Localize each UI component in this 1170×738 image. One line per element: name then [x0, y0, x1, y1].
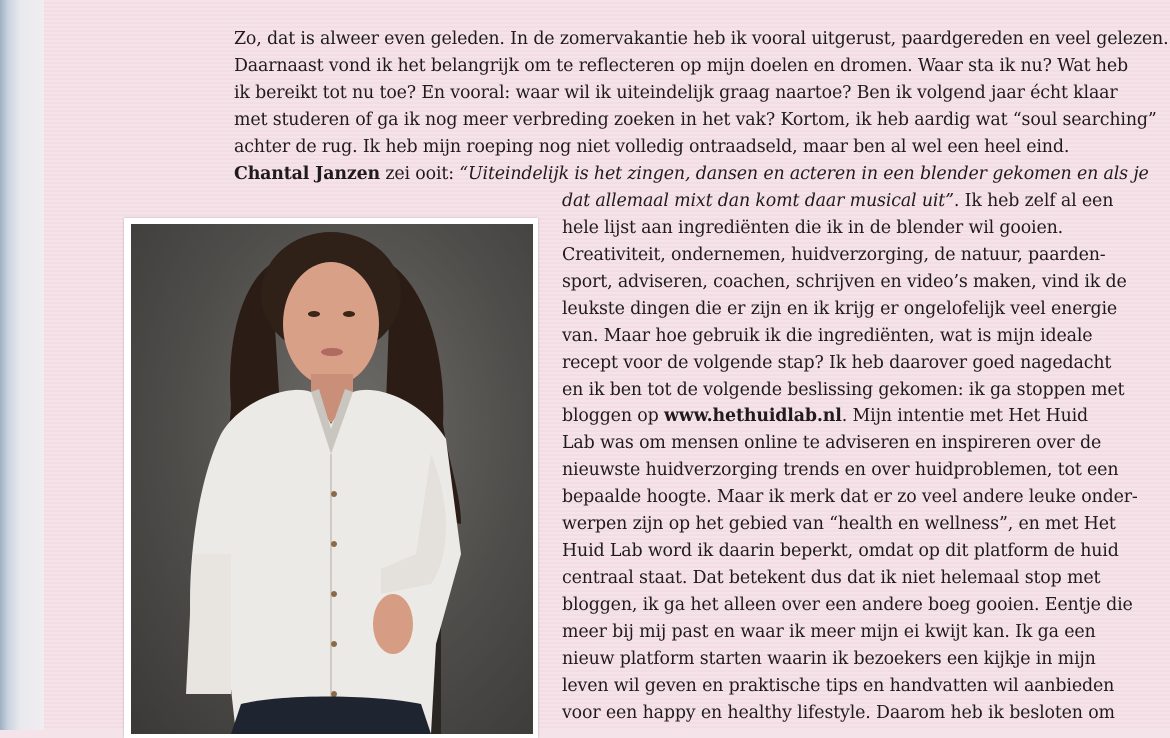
text-line: hele lijst aan ingrediënten die ik in de blender wil gooien. — [562, 218, 1064, 238]
text-line: nieuw platform starten waarin ik bezoekers een kijkje in mijn — [562, 649, 1096, 669]
text-line: Creativiteit, ondernemen, huidverzorging, de natuur, paarden- — [562, 245, 1106, 265]
text-line: voor een happy en healthy lifestyle. Daarom heb ik besloten om — [562, 703, 1115, 723]
text-line: met studeren of ga ik nog meer verbreding zoeken in het vak? Kortom, ik heb aardig wat “soul searching” — [234, 110, 1157, 130]
page-edge — [0, 0, 48, 730]
text-line: achter de rug. Ik heb mijn roeping nog niet volledig ontraadseld, maar ben al wel een heel eind. — [234, 137, 1070, 157]
text-line: meer bij mij past en waar ik meer mijn ei kwijt kan. Ik ga een — [562, 622, 1096, 642]
text-line: Daarnaast vond ik het belangrijk om te reflecteren op mijn doelen en dromen. Waar sta ik nu? Wat heb — [234, 56, 1128, 76]
text-line: bloggen, ik ga het alleen over een andere boeg gooien. Eentje die — [562, 595, 1133, 615]
blog-line — [562, 403, 1088, 430]
text-line: ik bereikt tot nu toe? En vooral: waar wil ik uiteindelijk graag naartoe? Ben ik volgend jaar écht klaar — [234, 83, 1118, 103]
text-line: leukste dingen die er zijn en ik krijg er ongelofelijk veel energie — [562, 299, 1118, 319]
text-line: nieuwste huidverzorging trends en over huidproblemen, tot een — [562, 460, 1119, 480]
quote-line-2 — [562, 188, 1113, 215]
text-line: recept voor de volgende stap? Ik heb daarover goed nagedacht — [562, 353, 1112, 373]
quote-author: Chantal Janzen — [234, 164, 380, 184]
blog-prefix: bloggen op — [562, 406, 664, 426]
blog-suffix: . Mijn intentie met Het Huid — [841, 406, 1089, 426]
text-line: centraal staat. Dat betekent dus dat ik niet helemaal stop met — [562, 568, 1101, 588]
portrait-photo — [131, 224, 533, 734]
quote-line — [234, 161, 1149, 188]
text-line: en ik ben tot de volgende beslissing gekomen: ik ga stoppen met — [562, 380, 1125, 400]
text-line: sport, adviseren, coachen, schrijven en video’s maken, vind ik de — [562, 272, 1127, 292]
text-line: leven wil geven en praktische tips en handvatten wil aanbieden — [562, 676, 1115, 696]
text-line: bepaalde hoogte. Maar ik merk dat er zo veel andere leuke onder- — [562, 487, 1138, 507]
quote-text-1: “Uiteindelijk is het zingen, dansen en acteren in een blender gekomen en als je — [459, 164, 1149, 184]
quote-after: . Ik heb zelf al een — [953, 191, 1114, 211]
quote-text-2: dat allemaal mixt dan komt daar musical uit” — [562, 191, 954, 211]
quote-intro: zei ooit: — [379, 164, 460, 184]
text-line: Huid Lab word ik daarin beperkt, omdat op dit platform de huid — [562, 541, 1119, 561]
blog-url-link[interactable]: www.hethuidlab.nl — [663, 406, 842, 426]
text-line: werpen zijn op het gebied van “health en wellness”, en met Het — [562, 514, 1116, 534]
text-line: Lab was om mensen online te adviseren en inspireren over de — [562, 433, 1102, 453]
text-line: Zo, dat is alweer even geleden. In de zomervakantie heb ik vooral uitgerust, paardgereden en veel gelezen. — [234, 29, 1169, 49]
text-line: van. Maar hoe gebruik ik die ingrediënten, wat is mijn ideale — [562, 326, 1093, 346]
